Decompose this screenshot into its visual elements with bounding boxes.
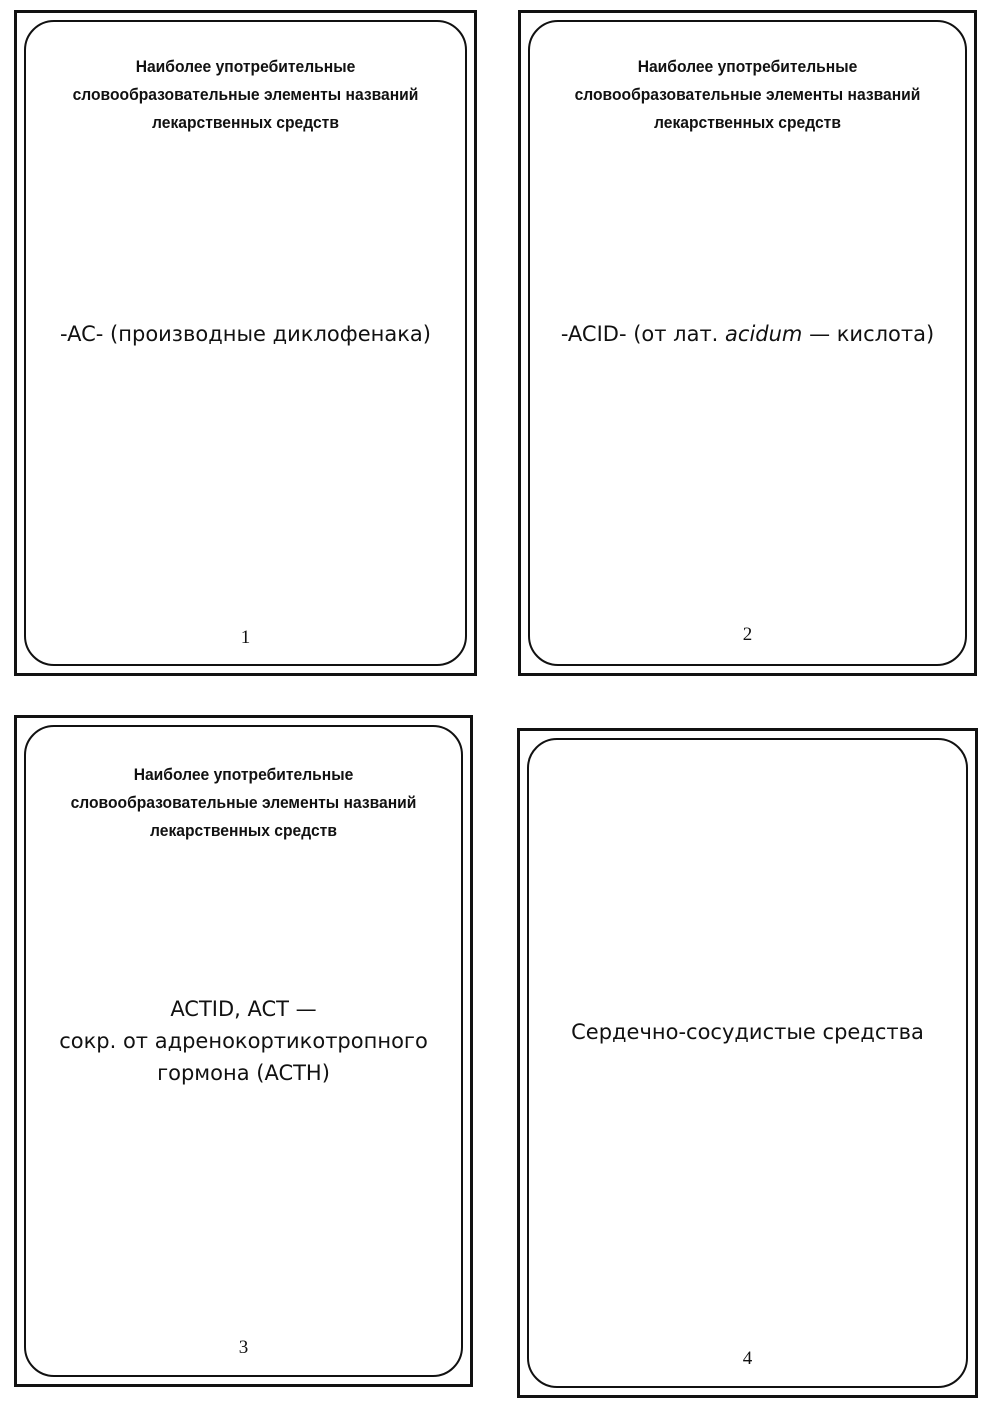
card-4-frame (527, 738, 968, 1388)
card-1-header-line-1: Наиболее употребительные (135, 57, 356, 76)
card-3 (14, 715, 473, 1387)
card-2-header-line-1: Наиболее употребительные (637, 57, 858, 76)
card-3-term-line-3: гормона (ACTH) (157, 1061, 330, 1085)
card-1 (14, 10, 477, 676)
card-2-term-suffix: — кислота) (802, 322, 935, 346)
card-3-header-line-2: словообразовательные элементы названий (70, 793, 417, 812)
card-1-term (23, 318, 468, 350)
card-4-term (526, 1016, 969, 1048)
card-3-header (44, 761, 442, 845)
card-4 (517, 728, 978, 1398)
card-1-header-line-3: лекарственных средств (152, 113, 339, 132)
card-4-page-number: 4 (742, 1348, 753, 1369)
card-2-term-line-1 (527, 318, 968, 350)
card-3-term (23, 993, 464, 1089)
card-3-term-line-2: сокр. от адренокортикотропного (59, 1029, 428, 1053)
card-3-header-line-1: Наиболее употребительные (133, 765, 354, 784)
card-2-header-line-3: лекарственных средств (654, 113, 841, 132)
card-2-term (527, 318, 968, 350)
card-1-page-number: 1 (240, 627, 251, 648)
card-1-term-line-1: -AC- (производные диклофенака) (60, 322, 431, 346)
card-3-term-line-1: ACTID, ACT — (170, 997, 317, 1021)
card-2 (518, 10, 977, 676)
card-2-header (548, 53, 946, 137)
card-4-term-line-1: Сердечно-сосудистые средства (571, 1020, 924, 1044)
card-3-header-line-3: лекарственных средств (150, 821, 337, 840)
card-3-page-number: 3 (238, 1337, 249, 1358)
card-2-term-italic: acidum (725, 322, 803, 346)
card-2-header-line-2: словообразовательные элементы названий (574, 85, 921, 104)
card-2-page-number: 2 (742, 624, 753, 645)
card-1-header-line-2: словообразовательные элементы названий (72, 85, 419, 104)
card-2-term-prefix: -ACID- (от лат. (560, 322, 726, 346)
card-1-header (44, 53, 446, 137)
